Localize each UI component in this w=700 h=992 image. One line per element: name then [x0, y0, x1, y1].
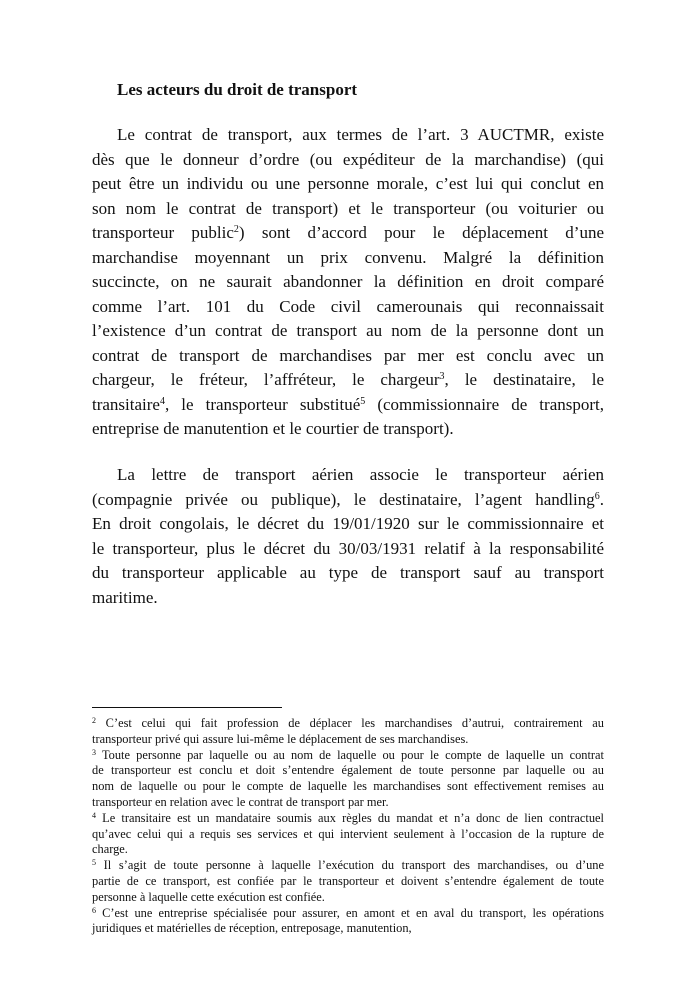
paragraph-line — [92, 537, 604, 562]
text-segment: Toute personne par laquelle ou au nom de laquelle ou pour le compte de laquelle un contrat — [96, 747, 604, 762]
footnote-line — [92, 795, 604, 811]
paragraph-line — [92, 246, 604, 271]
text-segment: l’existence d’un contrat de transport au nom de la personne dont un — [92, 321, 604, 340]
text-segment: son nom le contrat de transport) et le transporteur (ou voiturier ou — [92, 198, 604, 218]
text-segment: , le transporteur substitué — [164, 394, 361, 414]
footnote-reference: 2 — [233, 224, 239, 235]
text-segment: Il s’agit de toute personne à laquelle l’exécution du transport des marchandises, ou d’une — [96, 858, 604, 873]
paragraph-line — [92, 197, 604, 222]
text-segment: juridiques et matérielles de réception, entreposage, manutention, — [92, 921, 412, 936]
text-segment: C’est celui qui fait profession de déplacer les marchandises d’autrui, contrairement au — [96, 716, 604, 730]
text-segment: Le transitaire est un mandataire soumis aux règles du mandat et n’a donc de lien contractuel — [96, 810, 604, 825]
text-segment: La lettre de transport aérien associe le transporteur aérien — [117, 465, 604, 484]
paragraph-line — [92, 123, 604, 148]
text-segment: maritime. — [92, 587, 158, 607]
paragraph-line — [92, 561, 604, 586]
text-segment: qu’avec celui qui a requis ses services et qui intervient seulement à l’occasion de la rupture de — [92, 826, 604, 841]
text-segment: transporteur public — [92, 223, 234, 242]
text-segment: personne à laquelle cette exécution est confiée. — [92, 889, 325, 904]
footnote-reference: 4 — [159, 395, 165, 407]
footnote-line — [92, 921, 604, 937]
footnote-line — [92, 716, 604, 732]
paragraph-line — [92, 270, 604, 295]
text-segment: dès que le donneur d’ordre (ou expéditeur de la marchandise) (qui — [92, 149, 604, 169]
text-segment: partie de ce transport, est confiée par le transporteur et doivent s’entendre également de toute — [92, 873, 604, 888]
paragraph-line — [92, 512, 604, 537]
paragraph-line — [92, 463, 604, 488]
text-segment: transporteur privé qui assure lui-même le déplacement de ses marchandises. — [92, 731, 469, 746]
paragraph-line — [92, 295, 604, 320]
text-segment: (compagnie privée ou publique), le destinataire, l’agent handling — [92, 489, 595, 509]
footnote-reference: 3 — [439, 371, 445, 382]
footnote-reference: 5 — [92, 858, 96, 868]
paragraph-line — [92, 319, 604, 344]
text-segment: , le destinataire, le — [444, 370, 604, 389]
paragraph-line — [92, 148, 604, 173]
text-segment: contrat de transport de marchandises par mer est conclu avec un — [92, 345, 604, 365]
text-segment: nom de laquelle ou pour le compte de laquelle les marchandises sont effectivement remises au — [92, 779, 604, 794]
paragraph-line — [92, 344, 604, 369]
text-segment: entreprise de manutention et le courtier de transport). — [92, 419, 454, 438]
footnote — [92, 906, 604, 938]
paragraph-line — [92, 368, 604, 393]
text-segment: comme l’art. 101 du Code civil camerounais qui reconnaissait — [92, 296, 604, 316]
paragraph-line — [92, 221, 604, 246]
text-segment: succincte, on ne saurait abandonner la définition en droit comparé — [92, 272, 604, 291]
text-segment: le transporteur, plus le décret du 30/03/1931 relatif à la responsabilité — [92, 538, 604, 558]
paragraph-air-transport — [92, 463, 604, 610]
footnote — [92, 811, 604, 858]
text-segment: En droit congolais, le décret du 19/01/1920 sur le commissionnaire et — [92, 514, 604, 533]
text-segment: du transporteur applicable au type de transport sauf au transport — [92, 563, 604, 582]
footnote-line — [92, 732, 604, 748]
text-segment: transitaire — [92, 394, 160, 414]
text-segment: de transporteur est conclu et doit s’entendre également de toute personne par laquelle ou au — [92, 763, 604, 778]
footnote-line — [92, 827, 604, 843]
footnote-reference: 6 — [594, 490, 600, 502]
paragraph-line — [92, 172, 604, 197]
paragraph-actors — [92, 123, 604, 442]
text-segment: transporteur en relation avec le contrat de transport par mer. — [92, 794, 389, 809]
paragraph-line — [92, 586, 604, 611]
footnotes — [92, 716, 604, 937]
paragraph-line — [92, 393, 604, 418]
footnote-line — [92, 779, 604, 795]
text-segment: chargeur, le fréteur, l’affréteur, le chargeur — [92, 370, 440, 389]
footnote — [92, 748, 604, 811]
footnote-reference: 6 — [92, 905, 96, 915]
footnote-line — [92, 748, 604, 764]
section-heading: Les acteurs du droit de transport — [117, 80, 358, 99]
footnote-line — [92, 842, 604, 858]
footnote-line — [92, 906, 604, 922]
text-segment: . — [599, 489, 604, 509]
footnote-reference: 2 — [92, 716, 96, 725]
text-segment: marchandise moyennant un prix convenu. Malgré la définition — [92, 247, 604, 267]
text-segment: ) sont d’accord pour le déplacement d’une — [238, 223, 604, 242]
text-segment: peut être un individu ou une personne morale, c’est lui qui conclut en — [92, 174, 604, 193]
footnote-reference: 5 — [360, 395, 366, 407]
footnote-line — [92, 763, 604, 779]
footnote-line — [92, 874, 604, 890]
footnote-line — [92, 811, 604, 827]
text-segment: (commissionnaire de transport, — [365, 394, 604, 414]
paragraph-line — [92, 488, 604, 513]
footnote — [92, 716, 604, 748]
footnote-separator — [92, 707, 282, 708]
footnote-reference: 4 — [92, 810, 96, 820]
footnote-line — [92, 890, 604, 906]
footnote — [92, 858, 604, 905]
paragraph-line — [92, 417, 604, 442]
text-segment: charge. — [92, 842, 128, 857]
text-segment: C’est une entreprise spécialisée pour assurer, en amont et en aval du transport, les opérations — [96, 905, 604, 920]
text-segment: Le contrat de transport, aux termes de l’art. 3 AUCTMR, existe — [117, 125, 604, 144]
footnote-line — [92, 858, 604, 874]
footnote-reference: 3 — [92, 747, 96, 757]
